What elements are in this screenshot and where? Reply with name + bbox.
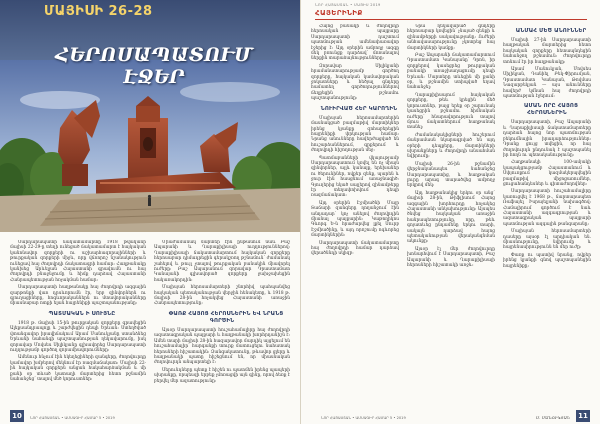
article-subheading: ԱՆՄԱՀ ՄԵԾ ԱՆՈՒՆՆԵՐ (515, 28, 587, 34)
right-page (300, 0, 600, 424)
section-label: ՀԱՅԵՐԻՆԻՔ (315, 9, 363, 17)
article-paragraph: Պատմաբանների վկայությամբ Սարդարապատում կռվել են ոչ միայն զինվորներ, այլև կանայք, երեխաներ ու ծերունիներ, ովքեր զենք, պարեն և ջուր էին հասցնում առաջնագիծ: Գյուղերից եկած սայլերով զինամթերք էր տեղափոխվում դեպի ռազմաճակատ: (311, 155, 399, 199)
article-paragraph: Սերունդները պետք է հիշեն ու պատմեն իրենց պապերի սխրանքը, որպեսզի երբեք չմոռացվի այն գինը, որով ձեռք է բերվել մեր ազատությունը: (154, 367, 290, 384)
article-subheading: ՆՈՒԻՐՎԱԾ ՀԵՐ ԿԱՐՈՂԻՆ (320, 105, 398, 112)
article-paragraph: Այսօր էլ մեր ժողովուրդը խոնարհվում է Սարդարապատի, Բաշ Ապարանի և Ղարաքիլիսայի հերոսների հիշատակի առջև: (407, 246, 495, 269)
article-paragraph: Միաժամանակ մարտեր էին ընթանում նաև Բաշ Ապարանի և Ղարաքիլիսայի ուղղություններով: Ղարաքիլիսայի ճակատամարտում հայկական զորքերը հերոսաբար դիմադրեցին գերակշռող թշնամուն՝ ժամանակ շահելով և թույլ չտալով թուրքական բանակին միավորել ուժերը: Բաշ Ապարանում զորավար Դրաստամատ Կանայանի գլխավորած զորքերը ջախջախեցին հակառակորդին: (154, 240, 290, 283)
article-paragraph: Սարդարապատի ճակատամարտը 1918 թվականի մայիսի 22-29-ը տեղի ունեցած ճակատամարտ է հայկական կանոնավոր զորքերի ու աշխարհազորայինների և թուրքական զորքերի միջև, որը վճռորոշ նշանակություն ունեցավ հայ ժողովրդի ճակատագրի համար: Հաղթանակը կանխեց Արևելյան Հայաստանի գրավումն ու հայ ժողովրդի բնաջնջումը և հիմք դարձավ Հայաստանի Հանրապետության հռչակման համար: (10, 240, 146, 283)
footer-right: ՆՈՐ ՀԱՅԱՍՏԱՆ • ԱՄՍԱԳԻՐ ՀԱՄԱՐ 5 • 2019 (321, 416, 406, 420)
page-number-right: 11 (576, 410, 590, 422)
main-title: ՀԵՐՈՍԱՊԱՏՈՒՄ ԷՋԵՐ (55, 44, 253, 88)
article-paragraph: Սարդարապատի հուշահամալիրը կառուցվել է 1968 թ., ճարտարապետ Ռաֆայել Իսրայելյանի նախագծով: Համալիրում գործում է նաև Հայաստանի ազգագրության և ազատագրական պայքարի պատմության ազգային թանգարանը: (503, 189, 591, 227)
article-paragraph: Սարդարապատի ճակատամարտը հայ ժողովրդի համար դարձավ վերածննդի սկիզբ: (311, 240, 399, 257)
article-paragraph: Արամ Մանուկյան, Մովսես Սիլիկյան, Դանիել Բեկ-Փիրումյան, Դրաստամատ Կանայան, Թովմաս Նազարբեկյան — այս անունները հավերժ կմնան հայ ժողովրդի պատմության էջերում: (503, 67, 591, 100)
right-column-3 (503, 24, 591, 402)
article-paragraph: Այդ օրերին Էջմիածնի Մայր Տաճարի զանգերը ղողանջում էին անդադար՝ կոչ անելով ժողովրդին միանալ պայքարին: Կաթողիկոս Գևորգ Ե-ն հրաժարվեց լքել Սուրբ Էջմիածինը, և այդ որոշումը ոգևորեց մարտիկներին: (311, 200, 399, 239)
article-subheading: ԱՄԱՆ ՈՐԸ ՀԱՅՈՑ ՀԵՐՈՍՆԵՐԻՆ (523, 103, 579, 117)
article-paragraph: Մայիսյան հերոսամարտերի շնորհիվ պահպանվեց հայկական պետականության վերջին հենակետը, և 1918 թ. մայիսի 28-ին հռչակվեց Հայաստանի առաջին Հանրապետությունը: (154, 285, 290, 307)
left-column-2 (154, 240, 290, 410)
article-paragraph: Մայիսի 26-ին թշնամին վերջնականապես նահանջեց Սարդարապատից, և հաղթական լուրը արագ տարածվեց ամբողջ երկրով մեկ: (407, 161, 495, 189)
article-paragraph: Սարդարապատի հաղթանակը հայ ժողովրդի ազգային զարթոնքի վառ դրսևորումն էր, երբ զինվորներն ու գյուղացիները, հոգևորականներն ու մտավորականները միասնաբար ոտքի ելան հայրենիքի պաշտպանությանը: (10, 285, 146, 307)
page-number-left: 10 (10, 410, 24, 422)
article-paragraph: Մայիսի 27-ին Սարդարապատի հաղթական մարտերից հետո հայկական զորքերը հետապնդեցին նահանջող թշնամուն: Ժողովուրդը տոնում էր իր հաղթանակը: (503, 38, 591, 65)
header-rule (315, 19, 587, 20)
article-paragraph: Ղարաքիլիսայում հայկական զորքերը, թեև կրեցին մեծ կորուստներ, բայց երեք օր շարունակ կասեցրին թշնամու հիմնական ուժերը՝ հնարավորություն տալով մյուս ճակատներում հաղթանակ տանել: (407, 92, 495, 131)
right-column-1 (311, 24, 399, 402)
article-paragraph: Մայիսյան հերոսամարտերի դասերը այսօր էլ արդիական են. միասնությունը, նվիրումը և հայրենասիրությունն են մեր ուժը: (503, 229, 591, 251)
left-column-1 (10, 240, 146, 410)
article-paragraph: Մայիսյան հերոսամարտերին մասնակցած բազմաթիվ մարտիկներ իրենց կյանքը զոհաբերեցին հայրենիքի փրկության համար: Նրանց անունները հավերժացված են հուշարձաններում, գրքերում և ժողովրդի հիշողության մեջ: (311, 115, 399, 154)
right-page-header (301, 0, 600, 22)
article-paragraph: Սարդարապատի, Բաշ Ապարանի և Ղարաքիլիսայի ճակատամարտերը դարձան հայոց նոր պատմության բեկումնային իրադարձություններ: Դրանք ցույց տվեցին, որ հայ ժողովուրդն ընդունակ է պաշտպանել իր հողն ու պետականությունը: (503, 120, 591, 158)
article-paragraph: 1918 թ. մայիսի 15-ին թուրքական զորքերը գրավեցին Ալեքսանդրապոլը և շարժվեցին դեպի Երևան: Ստեղծված վտանգավոր իրավիճակում Արամ Մանուկյանը ստանձնեց Երևանի նահանգի պաշտպանության ղեկավարումը, իսկ զորավար Մովսես Սիլիկյանը գլխավորեց Սարդարապատի ուղղությամբ գործող զորամիավորումները: (10, 320, 146, 353)
article-paragraph: Փառք ու պատիվ նրանց, ովքեր իրենց կյանքի գնով պաշտպանեցին հայրենիքը: (503, 252, 591, 269)
footer-left: ՆՈՐ ՀԱՅԱՍՏԱՆ • ԱՄՍԱԳԻՐ ՀԱՄԱՐ 5 • 2019 (30, 416, 115, 420)
right-column-2 (407, 24, 495, 402)
article-paragraph: Ժամանակակիցների հուշերում մանրամասն նկարագրված են այդ օրերի դեպքերը, մարտիկների սխրանքները և ժողովրդի անսահման նվիրումը: (407, 132, 495, 160)
article-paragraph: Զորավար Սիլիկյանի հրամանատարությամբ գործող զորքերը, հայկական կամավորական ջոկատները և հեծյալ գնդերը համատեղ գործողություններով ճեղքեցին թշնամու պաշտպանությունը: (311, 63, 399, 102)
end-signature: Ս. ՄԱՆՈՒԿՅԱՆ (535, 415, 570, 420)
article-paragraph: Այսօր Սարդարապատի հուշահամալիրը հայ ժողովրդի ազատագրական պայքարի և հաղթանակի խորհրդանիշն է: Ամեն տարի մայիսի 28-ին հազարավոր մարդիկ այցելում են հուշահամալիր՝ հարգանքի տուրք մատուցելու նահատակ հերոսների հիշատակին: Զանգակատունը, թևավոր ցլերը և հաղթանակի պատը հիշեցնում են, որ միասնական ժողովուրդն անպարտելի է: (154, 327, 290, 366)
article-paragraph: Այդ հաղթանակից երկու օր անց՝ մայիսի 28-ին, Թիֆլիսում Հայոց ազգային խորհուրդը հռչակեց Հայաստանի անկախությունը: Այսպես ծնվեց հայկական առաջին հանրապետությունը, որը, թեև գոյատևեց ընդամենը երկու տարի, սակայն դարձավ հայոց պետականության վերականգնման ակունքը: (407, 190, 495, 245)
article-paragraph: Հայոց բանակի և ժողովրդի հերոսական պայքարը Սարդարապատի դաշտում պատմության ամենափառավոր էջերից է: Այդ օրերին ամբողջ ազգը մեկ բռունցք դարձավ՝ մոռանալով ներքին տարաձայնությունները: (311, 24, 399, 62)
article-subheading: ՓԱՌՔ ՀԱՅՈՑ ՀԵՐՈՍՆԵՐԻՆ ԵՎ ՆՐԱՆՑ ԳՈՐԾԻՆ (168, 310, 284, 324)
article-subheading: ՊԱՏՄԱԿԱՆ Ի ՍՈՒՅՆԸ (48, 310, 116, 317)
date-banner: ՄԱՅԻՍԻ 26-28 (44, 4, 153, 19)
article-paragraph: Նրա ղեկավարած գնդերը հերոսաբար կռվեցին՝ չնայած զենքի և զինամթերքի սակավությանը: Ուժերի անհավասարությունը չկոտրեց հայ մարտիկների կամքը: (407, 24, 495, 51)
article-paragraph: Ամենուր հնչում էին եկեղեցիների զանգերը, ժողովուրդը կամավոր խմբերով մեկնում էր ռազմաճակատ: Մայիսի 22-ին հայկական զորքերն անցան հակահարձակման և մի քանի օր տևած կատաղի մարտերից հետո թշնամին նահանջեց՝ տալով մեծ կորուստներ: (10, 355, 146, 382)
running-head: ՆՈՐ ՀԱՅԱՍՏԱՆ • ՄԱՅԻՍ 2019 (315, 3, 381, 7)
article-paragraph: Բաշ Ապարանի ճակատամարտում Դրաստամատ Կանայանը՝ Դրոն, իր զորքերով կասեցրեց թուրքական բանակի առաջխաղացումը դեպի Երևան: Մարտերը տևեցին մի քանի օր, և թշնամին ստիպված եղավ նահանջել: (407, 53, 495, 91)
article-paragraph: Հաղթանակի 100-ամյակի կապակցությամբ Հայաստանում և Սփյուռքում կազմակերպվեցին բազմաթիվ միջոցառումներ, ցուցահանդեսներ և գիտաժողովներ: (503, 160, 591, 187)
